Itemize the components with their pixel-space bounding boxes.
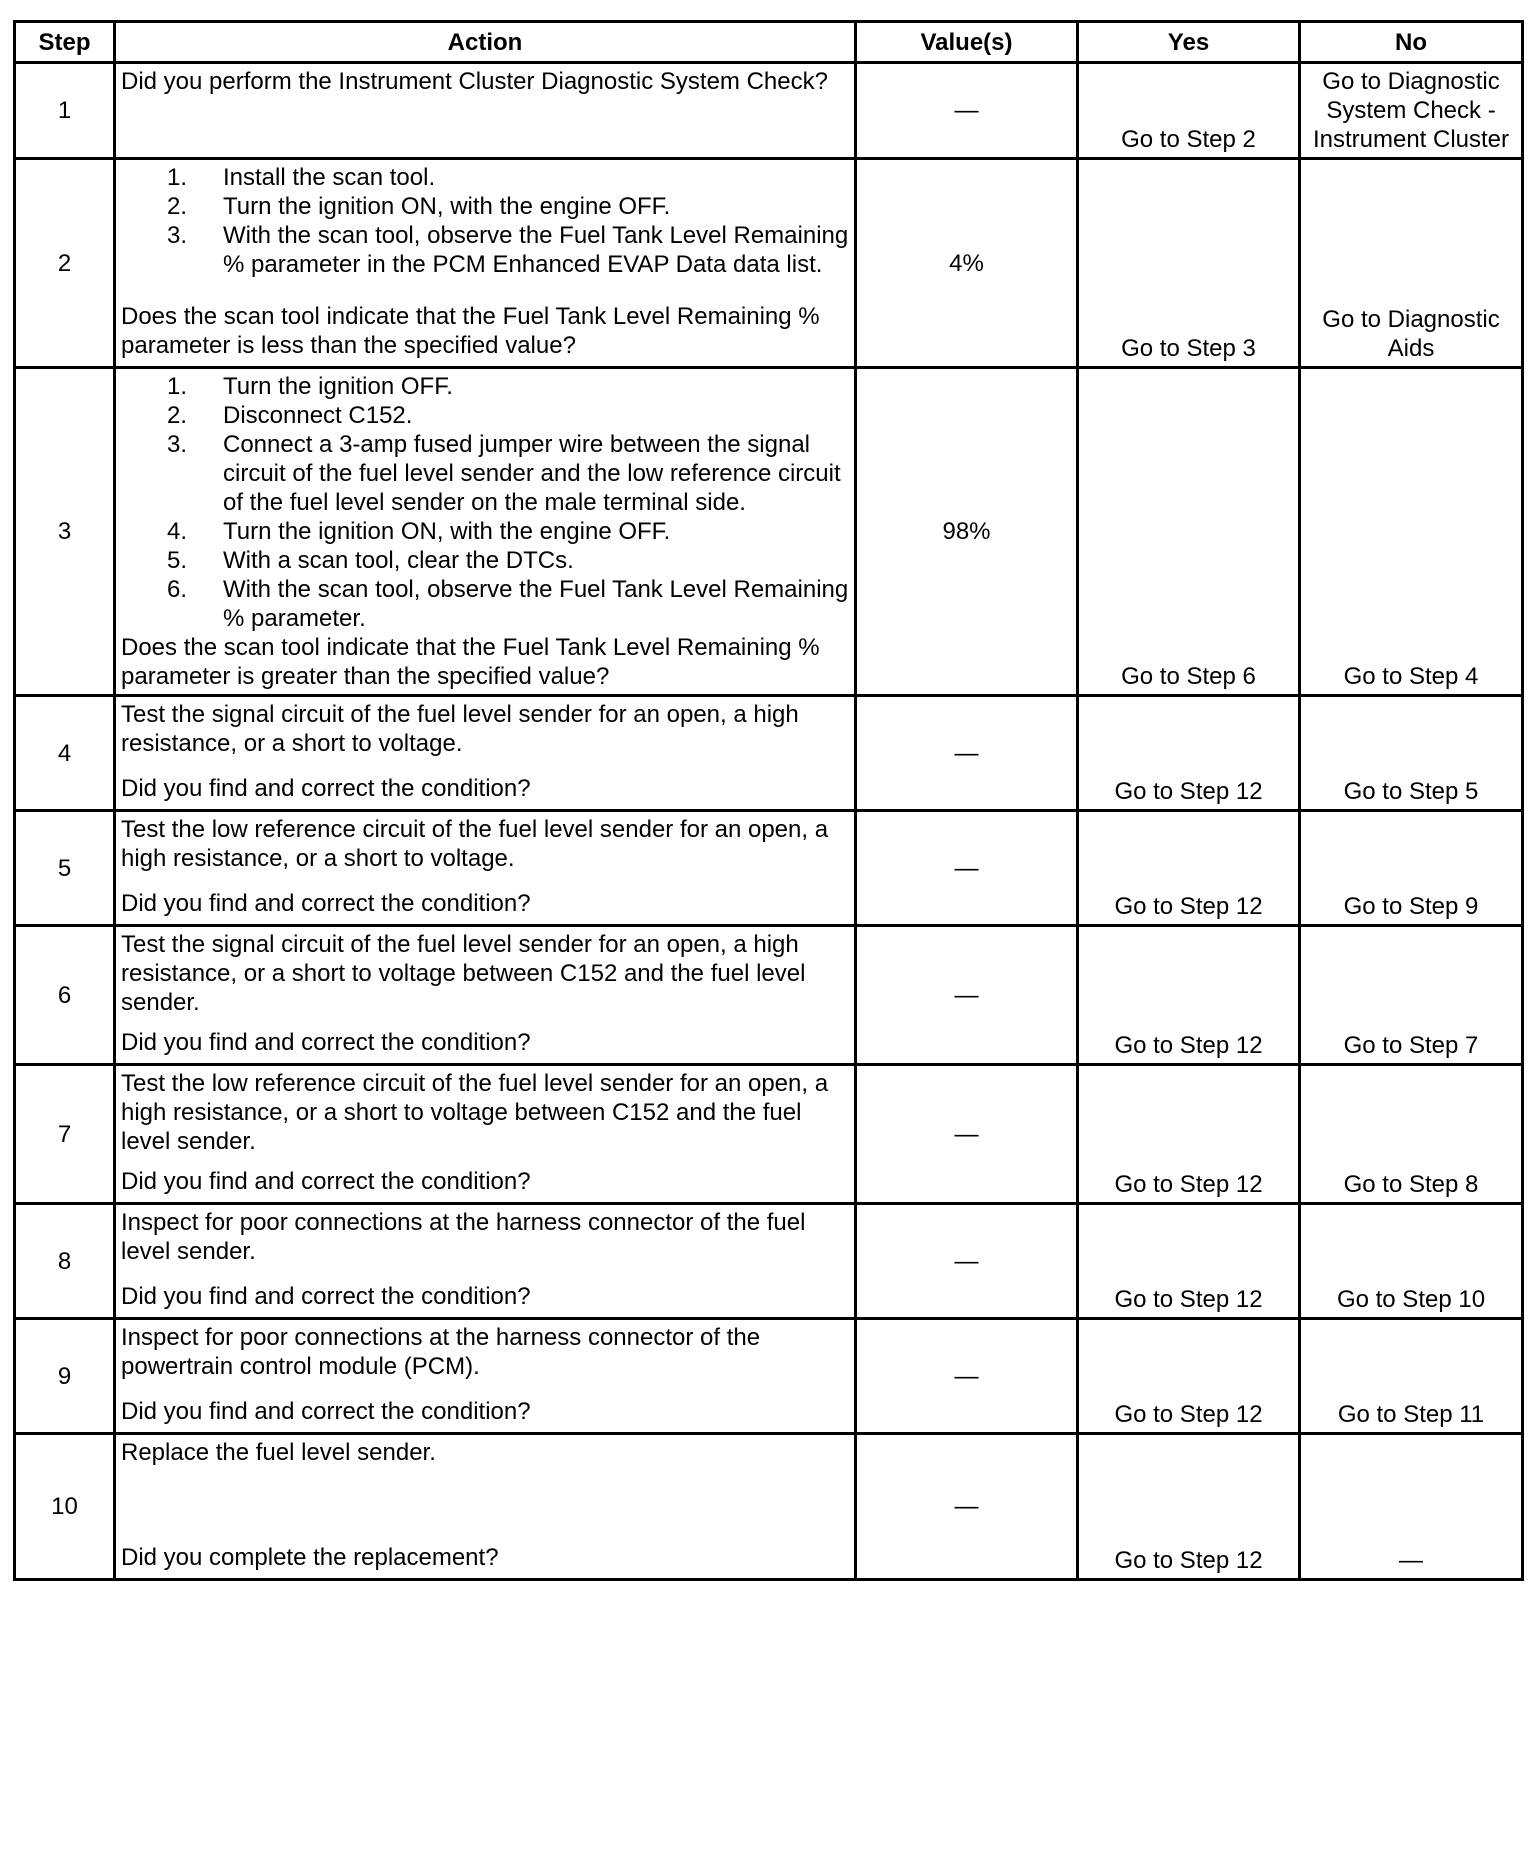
header-step: Step [15,22,115,63]
sub-step-text: With the scan tool, observe the Fuel Tank Level Remaining % parameter. [223,576,849,632]
action-text: Test the low reference circuit of the fuel level sender for an open, a high resistance, or a short to voltage between C152 and the fuel level sender. [121,1070,829,1155]
spec-value: — [856,811,1078,926]
sub-step-list [121,163,849,279]
table-row [15,926,1523,1065]
sub-step-text: With a scan tool, clear the DTCs. [223,547,574,574]
diagnostic-table [13,20,1524,1581]
no-outcome: Go to Step 4 [1300,368,1523,696]
step-number: 8 [15,1204,115,1319]
sub-step-text: Install the scan tool. [223,164,436,191]
sub-step-text: Turn the ignition ON, with the engine OFF. [223,518,671,545]
sub-step-item [167,546,849,575]
action-content [121,1323,849,1426]
action-content [121,930,849,1057]
action-content [121,700,849,803]
header-values: Value(s) [856,22,1078,63]
action-cell [115,1065,856,1204]
action-question: Did you find and correct the condition? [121,1283,531,1310]
sub-step-item [167,430,849,517]
no-outcome: Go to Step 11 [1300,1319,1523,1434]
table-row [15,696,1523,811]
spec-value: — [856,63,1078,159]
header-yes: Yes [1078,22,1300,63]
action-instructions [121,372,849,633]
sub-step-item [167,221,849,279]
spec-value: 98% [856,368,1078,696]
spec-value: — [856,696,1078,811]
action-cell [115,926,856,1065]
diagnostic-document [13,20,1521,1581]
table-row [15,1065,1523,1204]
action-instructions [121,1069,849,1156]
spec-value: — [856,1434,1078,1580]
no-outcome: Go to Diagnostic Aids [1300,159,1523,368]
spec-value: — [856,1319,1078,1434]
sub-step-item [167,163,849,192]
sub-step-number: 1. [167,164,188,191]
spec-value: 4% [856,159,1078,368]
action-question: Did you complete the replacement? [121,1544,499,1571]
action-instructions [121,1323,849,1381]
action-question: Did you find and correct the condition? [121,890,531,917]
no-outcome: Go to Step 9 [1300,811,1523,926]
action-cell [115,811,856,926]
step-number: 1 [15,63,115,159]
yes-outcome: Go to Step 12 [1078,1319,1300,1434]
action-cell [115,63,856,159]
table-row [15,1434,1523,1580]
sub-step-item [167,401,849,430]
action-question: Does the scan tool indicate that the Fuel Tank Level Remaining % parameter is greater than the specified value? [121,634,820,690]
sub-step-item [167,517,849,546]
action-text: Test the signal circuit of the fuel level sender for an open, a high resistance, or a short to voltage between C152 and the fuel level sender. [121,931,806,1016]
action-question: Did you find and correct the condition? [121,775,531,802]
action-instructions [121,1438,849,1467]
no-outcome: — [1300,1434,1523,1580]
sub-step-number: 4. [167,518,188,545]
action-instructions [121,930,849,1017]
action-question: Did you find and correct the condition? [121,1029,531,1056]
action-content [121,1069,849,1196]
step-number: 5 [15,811,115,926]
action-cell [115,1434,856,1580]
step-number: 7 [15,1065,115,1204]
action-cell [115,368,856,696]
step-number: 3 [15,368,115,696]
step-number: 6 [15,926,115,1065]
table-header-row [15,22,1523,63]
sub-step-item [167,575,849,633]
action-content [121,163,849,360]
sub-step-number: 5. [167,547,188,574]
action-instructions [121,700,849,758]
step-number: 2 [15,159,115,368]
sub-step-number: 3. [167,222,188,249]
no-outcome: Go to Step 8 [1300,1065,1523,1204]
sub-step-number: 1. [167,373,188,400]
sub-step-text: Connect a 3-amp fused jumper wire between the signal circuit of the fuel level sender and the low reference circuit of the fuel level sender on the male terminal side. [223,431,841,516]
action-question: Did you find and correct the condition? [121,1398,531,1425]
table-row [15,368,1523,696]
table-row [15,1204,1523,1319]
sub-step-number: 6. [167,576,188,603]
spec-value: — [856,1065,1078,1204]
action-cell [115,159,856,368]
table-body [15,63,1523,1580]
action-instructions [121,1208,849,1266]
no-outcome: Go to Step 5 [1300,696,1523,811]
action-instructions [121,163,849,279]
table-row [15,811,1523,926]
action-content [121,1208,849,1311]
action-content [121,67,849,151]
action-cell [115,1319,856,1434]
sub-step-number: 2. [167,193,188,220]
sub-step-number: 3. [167,431,188,458]
header-action: Action [115,22,856,63]
sub-step-text: Disconnect C152. [223,402,413,429]
yes-outcome: Go to Step 12 [1078,696,1300,811]
action-content [121,372,849,691]
action-cell [115,1204,856,1319]
action-instructions [121,815,849,873]
table-row [15,63,1523,159]
table-row [15,1319,1523,1434]
yes-outcome: Go to Step 12 [1078,1434,1300,1580]
action-text: Replace the fuel level sender. [121,1439,436,1466]
action-text: Test the signal circuit of the fuel level sender for an open, a high resistance, or a short to voltage. [121,701,799,757]
action-instructions [121,67,849,96]
step-number: 4 [15,696,115,811]
sub-step-item [167,372,849,401]
no-outcome: Go to Diagnostic System Check - Instrument Cluster [1300,63,1523,159]
sub-step-text: Turn the ignition ON, with the engine OFF. [223,193,671,220]
action-content [121,1438,849,1572]
yes-outcome: Go to Step 2 [1078,63,1300,159]
action-text: Inspect for poor connections at the harness connector of the powertrain control module (PCM). [121,1324,761,1380]
table-row [15,159,1523,368]
action-question: Does the scan tool indicate that the Fuel Tank Level Remaining % parameter is less than the specified value? [121,303,820,359]
action-question: Did you find and correct the condition? [121,1168,531,1195]
action-text: Test the low reference circuit of the fuel level sender for an open, a high resistance, or a short to voltage. [121,816,829,872]
spec-value: — [856,926,1078,1065]
yes-outcome: Go to Step 6 [1078,368,1300,696]
yes-outcome: Go to Step 3 [1078,159,1300,368]
action-text: Did you perform the Instrument Cluster Diagnostic System Check? [121,68,828,95]
yes-outcome: Go to Step 12 [1078,811,1300,926]
no-outcome: Go to Step 10 [1300,1204,1523,1319]
sub-step-text: With the scan tool, observe the Fuel Tank Level Remaining % parameter in the PCM Enhanced EVAP Data data list. [223,222,849,278]
header-no: No [1300,22,1523,63]
action-content [121,815,849,918]
sub-step-list [121,372,849,633]
yes-outcome: Go to Step 12 [1078,926,1300,1065]
spec-value: — [856,1204,1078,1319]
no-outcome: Go to Step 7 [1300,926,1523,1065]
sub-step-item [167,192,849,221]
action-cell [115,696,856,811]
sub-step-number: 2. [167,402,188,429]
step-number: 10 [15,1434,115,1580]
sub-step-text: Turn the ignition OFF. [223,373,453,400]
action-text: Inspect for poor connections at the harness connector of the fuel level sender. [121,1209,806,1265]
yes-outcome: Go to Step 12 [1078,1204,1300,1319]
yes-outcome: Go to Step 12 [1078,1065,1300,1204]
step-number: 9 [15,1319,115,1434]
